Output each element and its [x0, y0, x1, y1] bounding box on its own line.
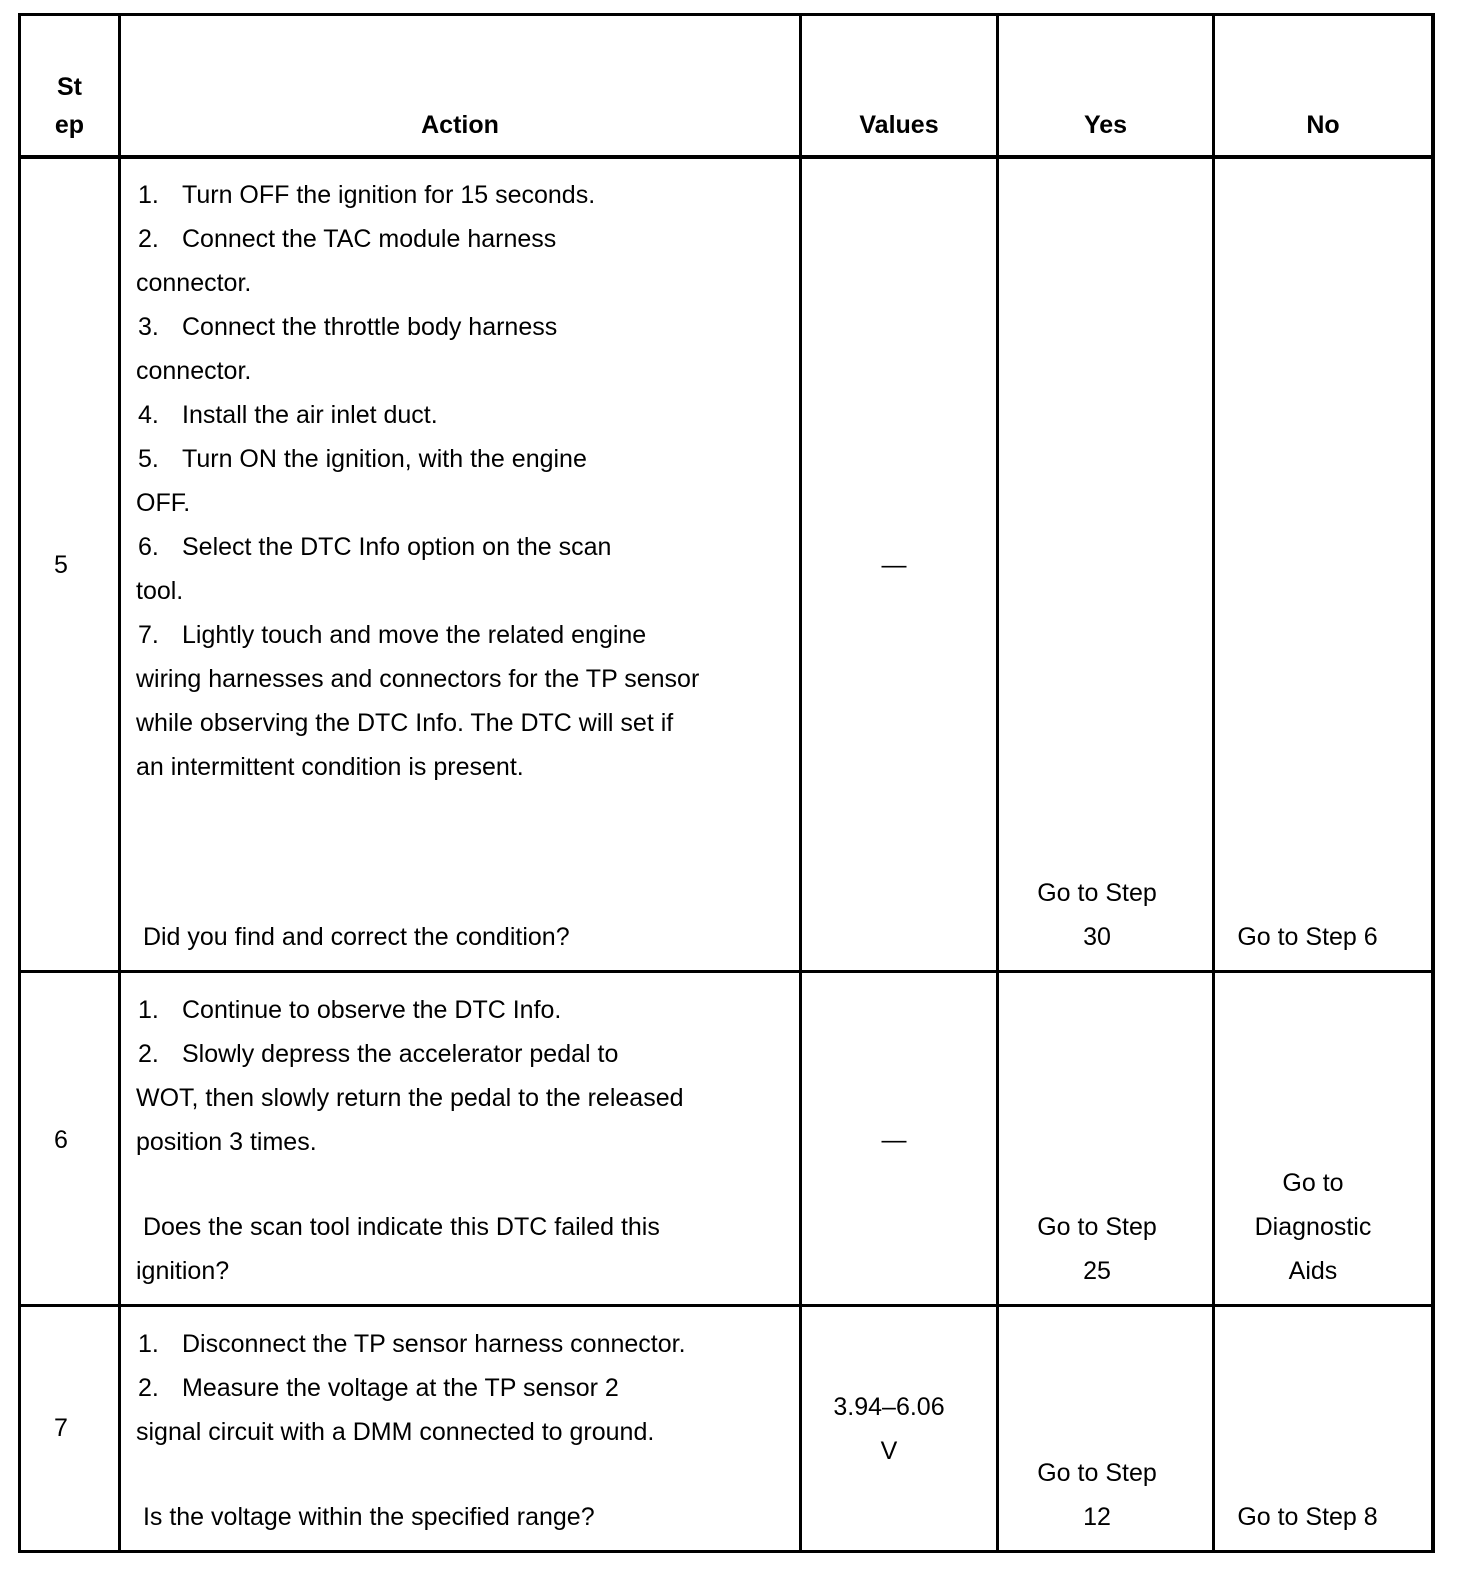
list-item: 2. Measure the voltage at the TP sensor 2 signal circuit with a DMM connected to ground.	[136, 1374, 655, 1446]
list-item: 1. Disconnect the TP sensor harness connector.	[138, 1330, 686, 1358]
list-item: 1. Continue to observe the DTC Info.	[138, 996, 562, 1024]
step-number: 6	[54, 1126, 68, 1154]
action-steps	[136, 173, 796, 789]
col-divider-values	[996, 13, 999, 1553]
action-question: Does the scan tool indicate this DTC failed this ignition?	[136, 1213, 660, 1285]
header-yes: Yes	[1083, 111, 1128, 139]
table-border-bottom	[18, 1550, 1435, 1553]
list-item: 2. Slowly depress the accelerator pedal to WOT, then slowly return the pedal to the released position 3 times.	[136, 1040, 684, 1156]
col-divider-action	[799, 13, 802, 1553]
list-item: 5. Turn ON the ignition, with the engine OFF.	[136, 445, 587, 517]
value-cell: —	[881, 551, 907, 579]
col-divider-step	[118, 13, 121, 1553]
value-cell: 3.94–6.06 V	[833, 1393, 945, 1465]
header-step: St ep	[54, 73, 85, 139]
table-border-top	[18, 13, 1435, 16]
list-item: 2. Connect the TAC module harness connector.	[136, 225, 557, 297]
value-cell: —	[881, 1126, 907, 1154]
list-item: 4. Install the air inlet duct.	[138, 401, 438, 429]
header-action: Action	[421, 111, 499, 139]
list-item: 3. Connect the throttle body harness connector.	[136, 313, 558, 385]
header-values: Values	[859, 111, 939, 139]
row-divider-6-7	[18, 1304, 1435, 1307]
list-item: 7. Lightly touch and move the related engine wiring harnesses and connectors for the TP sensor while observing the DTC Info. The DTC will set if an intermittent condition is present.	[136, 621, 700, 781]
list-item: 1. Turn OFF the ignition for 15 seconds.	[138, 181, 596, 209]
action-steps	[136, 1322, 796, 1454]
step-number: 5	[54, 551, 68, 579]
no-link[interactable]: Go to Diagnostic Aids	[1254, 1169, 1372, 1285]
no-link[interactable]: Go to Step 8	[1237, 1503, 1378, 1531]
action-question: Did you find and correct the condition?	[136, 923, 570, 951]
table-border-left	[18, 13, 21, 1553]
row-divider-5-6	[18, 970, 1435, 973]
table-border-right	[1431, 13, 1435, 1553]
list-item: 6. Select the DTC Info option on the scan tool.	[136, 533, 612, 605]
yes-link[interactable]: Go to Step 12	[1037, 1459, 1157, 1531]
col-divider-yes	[1212, 13, 1215, 1553]
action-steps	[136, 988, 796, 1164]
yes-link[interactable]: Go to Step 25	[1037, 1213, 1157, 1285]
step-number: 7	[54, 1414, 68, 1442]
header-divider	[18, 155, 1435, 159]
yes-link[interactable]: Go to Step 30	[1037, 879, 1157, 951]
no-link[interactable]: Go to Step 6	[1237, 923, 1378, 951]
header-no: No	[1306, 111, 1340, 139]
action-question: Is the voltage within the specified range?	[136, 1503, 595, 1531]
